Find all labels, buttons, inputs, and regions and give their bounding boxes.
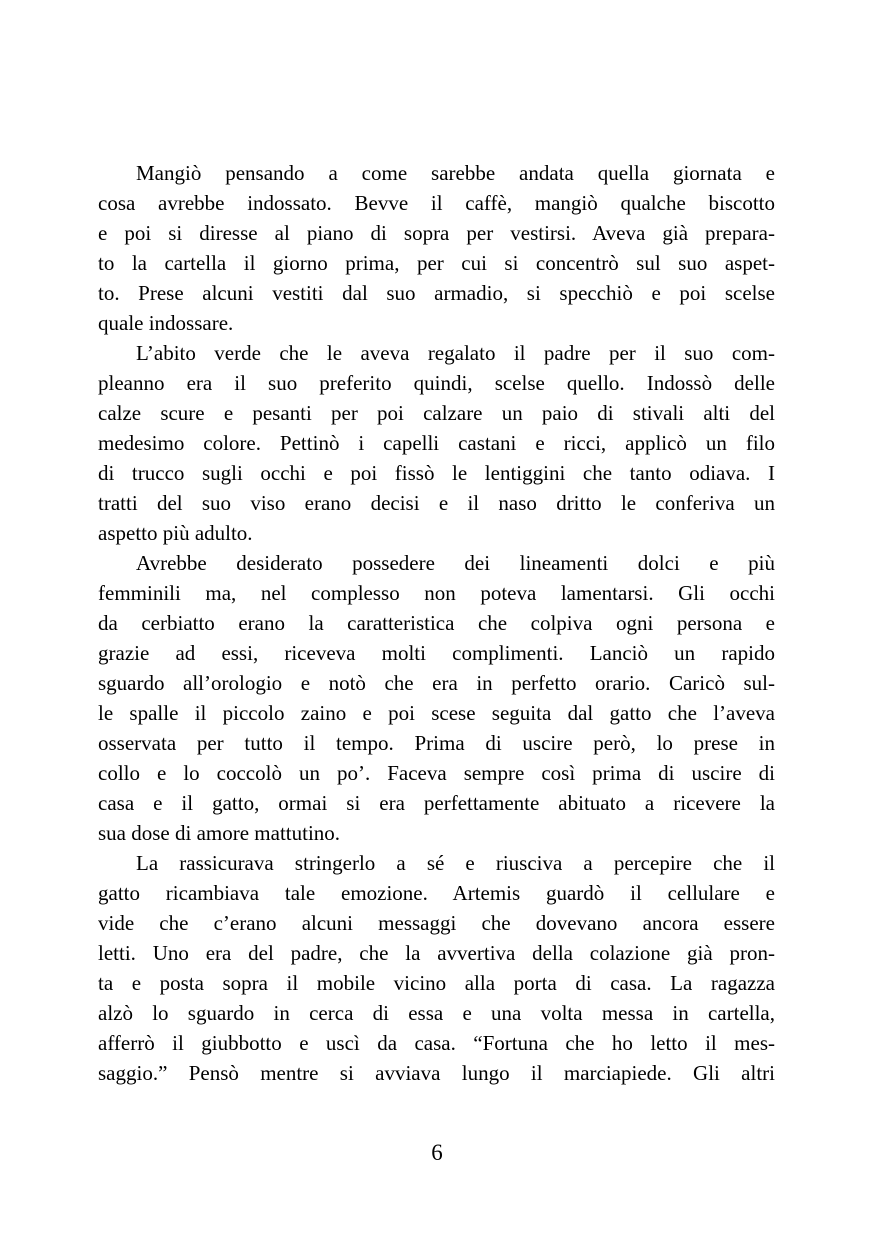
paragraph [98,848,775,1088]
text-line: pleanno era il suo preferito quindi, scelse quello. Indossò delle [98,371,775,395]
text-line: femminili ma, nel complesso non poteva lamentarsi. Gli occhi [98,581,775,605]
text-line: le spalle il piccolo zaino e poi scese seguita dal gatto che l’aveva [98,701,775,725]
text-line: casa e il gatto, ormai si era perfettamente abituato a ricevere la [98,791,775,815]
text-line: quale indossare. [98,311,234,335]
text-line: to. Prese alcuni vestiti dal suo armadio, si specchiò e poi scelse [98,281,775,305]
text-line: grazie ad essi, riceveva molti complimenti. Lanciò un rapido [98,641,775,665]
text-line: calze scure e pesanti per poi calzare un paio di stivali alti del [98,401,775,425]
text-line: La rassicurava stringerlo a sé e riusciva a percepire che il [136,851,775,875]
text-line: vide che c’erano alcuni messaggi che dovevano ancora essere [98,911,775,935]
text-line: osservata per tutto il tempo. Prima di uscire però, lo prese in [98,731,775,755]
text-line: tratti del suo viso erano decisi e il naso dritto le conferiva un [98,491,775,515]
text-line: sua dose di amore mattutino. [98,821,341,845]
body-text [98,158,775,1088]
text-line: Mangiò pensando a come sarebbe andata quella giornata e [136,161,775,185]
text-line: cosa avrebbe indossato. Bevve il caffè, mangiò qualche biscotto [98,191,775,215]
page-number: 6 [431,1140,443,1165]
text-line: gatto ricambiava tale emozione. Artemis guardò il cellulare e [98,881,775,905]
text-line: di trucco sugli occhi e poi fissò le lentiggini che tanto odiava. I [98,461,775,485]
text-line: collo e lo coccolò un po’. Faceva sempre così prima di uscire di [98,761,775,785]
text-line: aspetto più adulto. [98,521,253,545]
text-line: saggio.” Pensò mentre si avviava lungo il marciapiede. Gli altri [98,1061,775,1085]
text-line: medesimo colore. Pettinò i capelli castani e ricci, applicò un filo [98,431,775,455]
paragraph [98,548,775,848]
text-line: to la cartella il giorno prima, per cui si concentrò sul suo aspet- [98,251,775,275]
text-line: e poi si diresse al piano di sopra per vestirsi. Aveva già prepara- [98,221,775,245]
text-line: Avrebbe desiderato possedere dei lineamenti dolci e più [136,551,775,575]
text-line: da cerbiatto erano la caratteristica che colpiva ogni persona e [98,611,775,635]
text-line: sguardo all’orologio e notò che era in perfetto orario. Caricò sul- [98,671,775,695]
text-line: letti. Uno era del padre, che la avvertiva della colazione già pron- [98,941,775,965]
text-line: ta e posta sopra il mobile vicino alla porta di casa. La ragazza [98,971,775,995]
text-line: afferrò il giubbotto e uscì da casa. “Fortuna che ho letto il mes- [98,1031,775,1055]
paragraph [98,338,775,548]
text-line: alzò lo sguardo in cerca di essa e una volta messa in cartella, [98,1001,775,1025]
text-line: L’abito verde che le aveva regalato il padre per il suo com- [136,341,775,365]
paragraph [98,158,775,338]
